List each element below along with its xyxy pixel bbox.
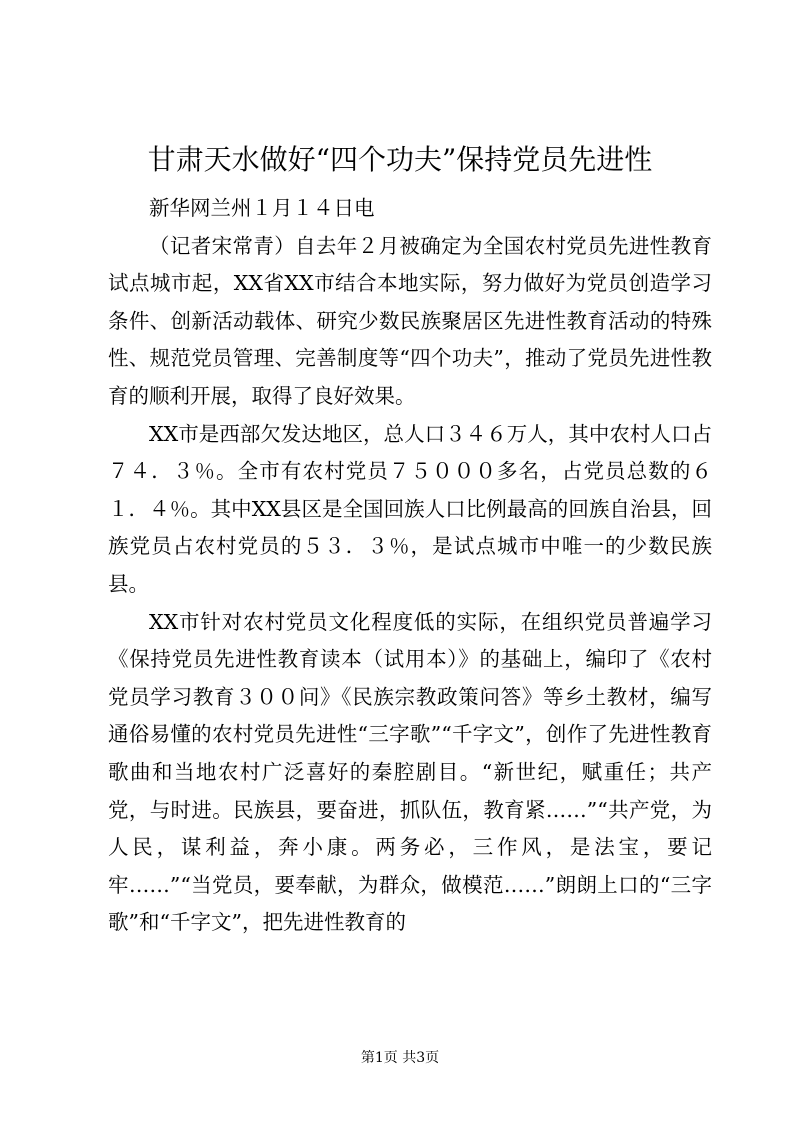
dateline: 新华网兰州１月１４日电 — [149, 196, 375, 220]
document-title: 甘肃天水做好“四个功夫”保持党员先进性 — [147, 143, 653, 176]
document-body — [108, 190, 712, 942]
paragraph-intro: （记者宋常青）自去年２月被确定为全国农村党员先进性教育试点城市起，XX省XX市结合本地实际，努力做好为党员创造学习条件、创新活动载体、研究少数民族聚居区先进性教育活动的特殊性、规范党员管理、完善制度等“四个功夫”，推动了党员先进性教育的顺利开展，取得了良好效果。 — [108, 233, 712, 408]
page-number-footer: 第1页 共3页 — [360, 1050, 440, 1066]
paragraph-education-materials: XX市针对农村党员文化程度低的实际，在组织党员普遍学习《保持党员先进性教育读本（试用本）》的基础上，编印了《农村党员学习教育３００问》《民族宗教政策问答》等乡土教材，编写通俗易懂的农村党员先进性“三字歌”“千字文”，创作了先进性教育歌曲和当地农村广泛喜好的秦腔剧目。“新世纪，赋重任；共产党，与时进。民族县，要奋进，抓队伍，教育紧……”“共产党，为人民，谋利益，奔小康。两务必，三作风，是法宝，要记牢……”“当党员，要奉献，为群众，做模范……”朗朗上口的“三字歌”和“千字文”，把先进性教育的 — [108, 609, 712, 935]
paragraph-population: XX市是西部欠发达地区，总人口３４６万人，其中农村人口占７４．３％。全市有农村党员７５０００多名，占党员总数的６１．４％。其中XX县区是全国回族人口比例最高的回族自治县，回族党员占农村党员的５３．３％，是试点城市中唯一的少数民族县。 — [108, 421, 712, 596]
